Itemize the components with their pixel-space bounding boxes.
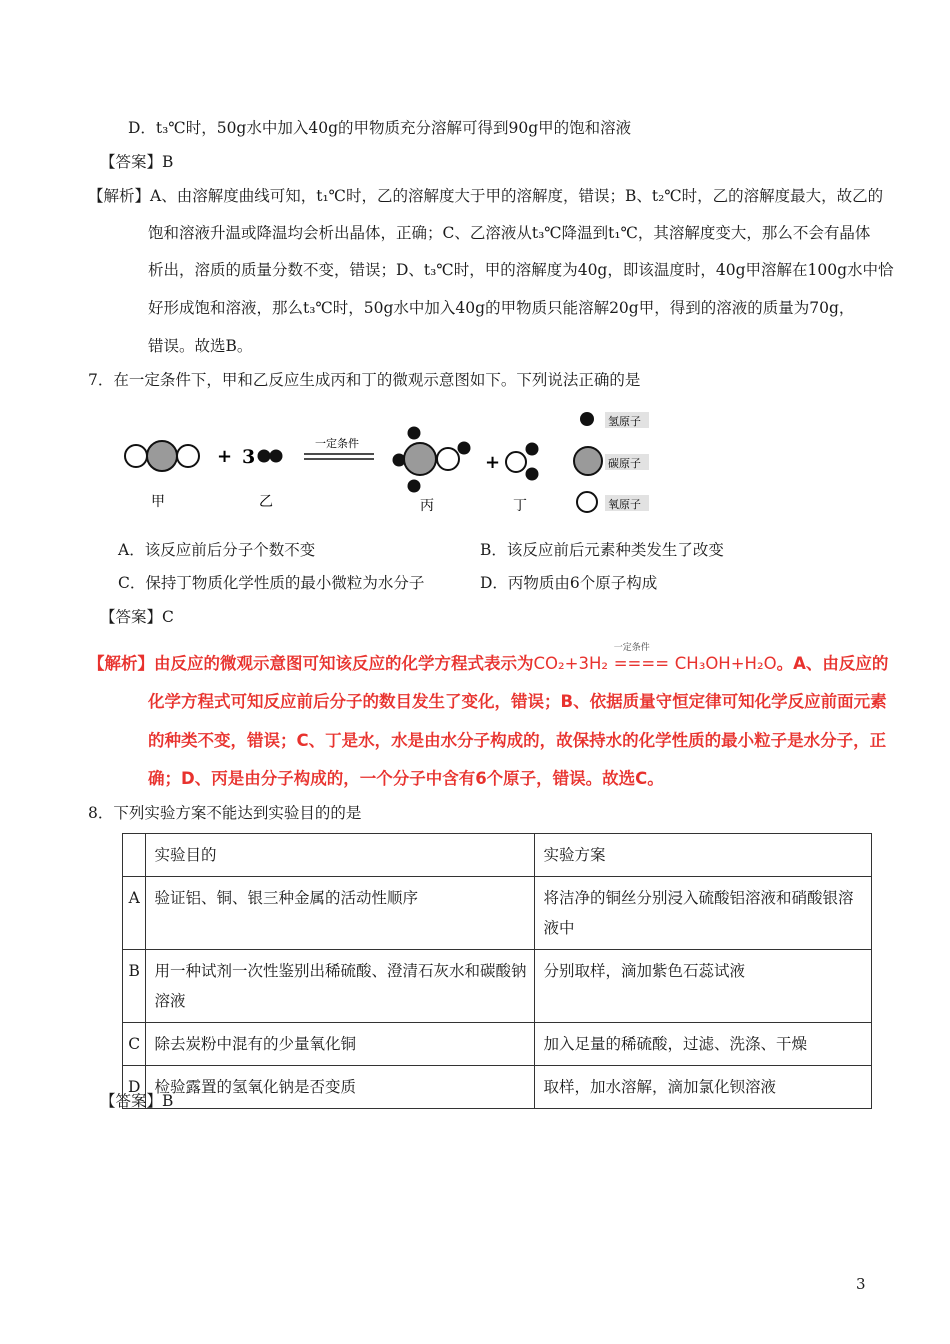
table-row — [123, 950, 872, 1023]
q8-answer: 【答案】B — [100, 1092, 174, 1110]
q6-analysis-label: 【解析】 — [88, 187, 151, 205]
label-ding: 丁 — [513, 498, 527, 514]
row-plan: 分别取样，滴加紫色石蕊试液 — [535, 950, 872, 1023]
coefficient-3: 3 — [242, 446, 256, 468]
equation-condition: 一定条件 — [613, 643, 650, 653]
q6-analysis-line-3: 析出，溶质的质量分数不变，错误；D、t₃℃时，甲的溶解度为40g，即该温度时，40g甲溶解在100g水中恰 — [148, 261, 894, 279]
legend-hydrogen-label: 氢原子 — [608, 415, 641, 428]
q7-analysis-line-4: 确；D、丙是由分子构成的，一个分子中含有6个原子，错误。故选C。 — [148, 769, 664, 788]
jia-carbon-atom — [147, 441, 177, 471]
q8-stem: 8．下列实验方案不能达到实验目的的是 — [88, 804, 362, 822]
q7-analysis-text-1: 由反应的微观示意图可知该反应的化学方程式表示为 — [154, 654, 534, 673]
row-purpose: 验证铝、铜、银三种金属的活动性顺序 — [146, 877, 535, 950]
row-purpose: 检验露置的氢氧化钠是否变质 — [146, 1066, 535, 1109]
q8-table — [122, 833, 872, 1109]
bing-hydrogen-atom-top — [408, 427, 421, 440]
q7-answer: 【答案】C — [100, 608, 174, 626]
q6-analysis-line-1 — [88, 186, 883, 206]
legend-oxygen-label: 氧原子 — [608, 498, 641, 511]
q6-option-d: D．t₃℃时，50g水中加入40g的甲物质充分溶解可得到90g甲的饱和溶液 — [128, 119, 632, 137]
yi-hydrogen-atom-1 — [258, 450, 271, 463]
legend-carbon-atom — [574, 447, 602, 475]
q6-analysis-text-1: A、由溶解度曲线可知，t₁℃时，乙的溶解度大于甲的溶解度，错误；B、t₂℃时，乙的溶解度最大，故乙的 — [150, 187, 884, 205]
q7-reaction-diagram — [118, 404, 678, 522]
equation-left: CO₂+3H₂ — [533, 654, 608, 673]
yi-hydrogen-atom-2 — [270, 450, 283, 463]
bing-hydrogen-atom-right — [458, 442, 471, 455]
bing-oxygen-atom — [437, 448, 459, 470]
q7-option-a: A．该反应前后分子个数不变 — [118, 541, 316, 559]
legend-hydrogen-atom — [580, 412, 594, 426]
label-yi: 乙 — [259, 494, 273, 510]
row-purpose: 用一种试剂一次性鉴别出稀硫酸、澄清石灰水和碳酸钠溶液 — [146, 950, 535, 1023]
bing-carbon-atom — [404, 443, 436, 475]
ding-hydrogen-atom-top — [526, 443, 539, 456]
ding-oxygen-atom — [506, 452, 526, 472]
q6-analysis-line-5: 错误。故选B。 — [148, 337, 253, 355]
q7-option-c: C．保持丁物质化学性质的最小微粒为水分子 — [118, 574, 425, 592]
table-row — [123, 1023, 872, 1066]
label-bing: 丙 — [420, 498, 434, 514]
table-header-row — [123, 834, 872, 877]
row-letter: D — [123, 1066, 146, 1109]
equation-arrow — [613, 643, 670, 674]
ding-hydrogen-atom-bottom — [526, 468, 539, 481]
q7-analysis-line-2: 化学方程式可知反应前后分子的数目发生了变化，错误；B、依据质量守恒定律可知化学反应前面元素 — [148, 692, 887, 711]
q7-analysis-text-1b: 。A、由反应的 — [776, 654, 889, 673]
q7-option-d: D．丙物质由6个原子构成 — [480, 574, 658, 592]
legend-oxygen-atom — [577, 492, 597, 512]
header-purpose: 实验目的 — [146, 834, 535, 877]
legend-carbon-label: 碳原子 — [608, 457, 641, 470]
label-jia: 甲 — [151, 494, 165, 510]
row-plan: 将洁净的铜丝分别浸入硫酸铝溶液和硝酸银溶液中 — [535, 877, 872, 950]
q7-option-b: B．该反应前后元素种类发生了改变 — [480, 541, 724, 559]
bing-hydrogen-atom-bottom — [408, 480, 421, 493]
table-row — [123, 1066, 872, 1109]
header-letter-cell — [123, 834, 146, 877]
plus-sign-1: + — [217, 446, 233, 467]
row-letter: C — [123, 1023, 146, 1066]
q7-analysis-label: 【解析】 — [88, 654, 154, 673]
q6-analysis-line-4: 好形成饱和溶液，那么t₃℃时，50g水中加入40g的甲物质只能溶解20g甲，得到的溶液的质量为70g， — [148, 299, 855, 317]
row-letter: A — [123, 877, 146, 950]
row-plan: 取样，加水溶解，滴加氯化钡溶液 — [535, 1066, 872, 1109]
header-plan: 实验方案 — [535, 834, 872, 877]
page-number: 3 — [856, 1275, 866, 1293]
table-row — [123, 877, 872, 950]
jia-oxygen-atom-right — [177, 445, 199, 467]
jia-oxygen-atom-left — [125, 445, 147, 467]
q7-analysis-line-3: 的种类不变，错误；C、丁是水，水是由水分子构成的，故保持水的化学性质的最小粒子是水分子，正 — [148, 731, 887, 750]
q6-analysis-line-2: 饱和溶液升温或降温均会析出晶体，正确；C、乙溶液从t₃℃降温到t₁℃，其溶解度变大，那么不会有晶体 — [148, 224, 871, 242]
row-letter: B — [123, 950, 146, 1023]
plus-sign-2: + — [485, 452, 501, 473]
q6-answer: 【答案】B — [100, 153, 174, 171]
row-plan: 加入足量的稀硫酸，过滤、洗涤、干燥 — [535, 1023, 872, 1066]
reaction-condition: 一定条件 — [315, 437, 359, 450]
q7-stem: 7．在一定条件下，甲和乙反应生成丙和丁的微观示意图如下。下列说法正确的是 — [88, 371, 641, 389]
equation-arrow-sign: ==== — [613, 654, 670, 673]
equation-right: CH₃OH+H₂O — [674, 654, 777, 673]
row-purpose: 除去炭粉中混有的少量氧化铜 — [146, 1023, 535, 1066]
q7-analysis-line-1 — [88, 643, 889, 674]
